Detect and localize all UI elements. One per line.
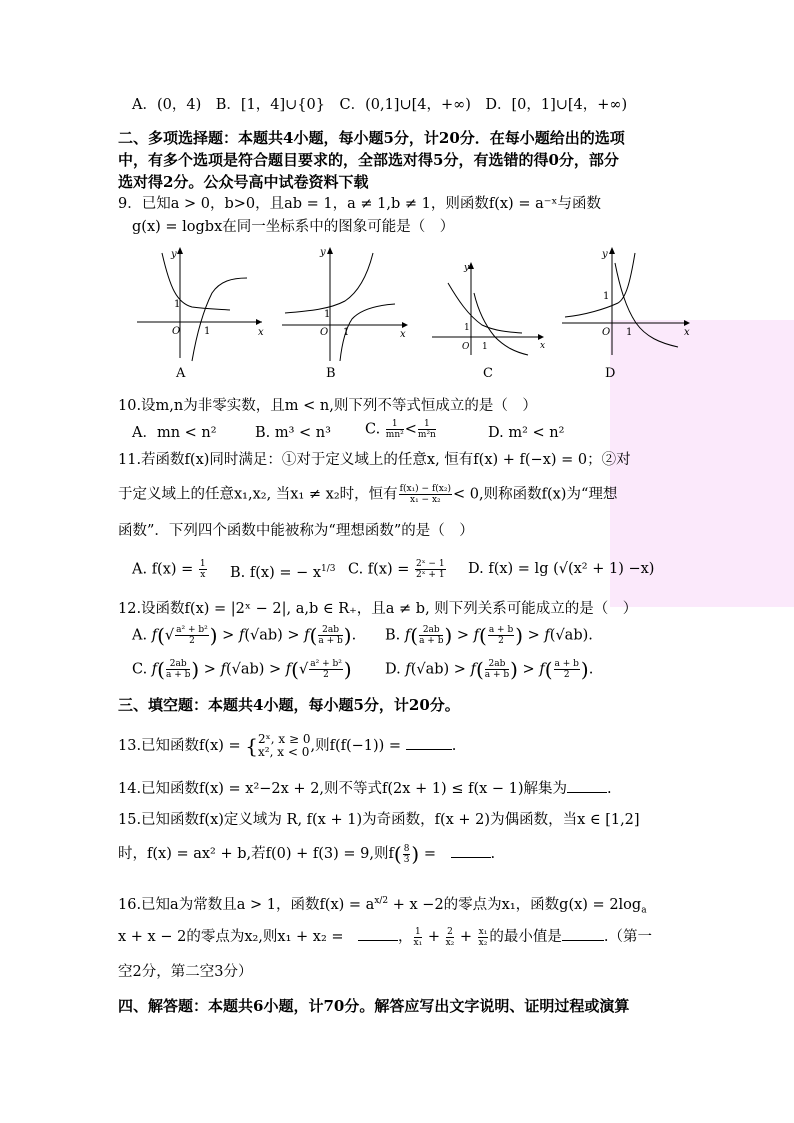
svg-text:1: 1 <box>174 299 181 310</box>
q11-line2: 于定义域上的任意x₁,x₂, 当x₁ ≠ x₂时，恒有 $\frac{\text{f(x₁) − f(x₂)}}{\text{x₁ − x₂}}$ < 0,则称函数f(x)为“理想 <box>118 484 618 505</box>
q15-line2: 时，f(x) = ax² + b,若f(0) + f(3) = 9,则f( $\frac{8}{3}$ ) = . <box>118 842 496 866</box>
section2-line3: 选对得2分。公众号高中试卷资料下载 <box>118 173 369 191</box>
svg-text:1: 1 <box>204 326 211 337</box>
section4-heading: 四、解答题：本题共6小题，计70分。解答应写出文字说明、证明过程或演算 <box>118 997 630 1015</box>
svg-text:1: 1 <box>324 309 331 320</box>
graph-c <box>430 255 550 360</box>
graph-a <box>132 243 267 363</box>
q11-opt-a: A. f(x) = $\frac{1}{x}$ <box>132 559 206 580</box>
q9-line2: g(x) = logbx在同一坐标系中的图象可能是（ ） <box>132 219 455 235</box>
q12-stem: 12.设函数f(x) = |2ˣ − 2|, a,b ∈ R₊，且a ≠ b, 则下列关系可能成立的是（ ） <box>118 601 638 617</box>
svg-text:1: 1 <box>603 291 610 302</box>
svg-text:y: y <box>602 249 608 260</box>
q16-line1: 16.已知a为常数且a > 1，函数$f(x) = a^{x/2} + x -2$的零点为x₁，函数$g(x) = 2\log_a$ <box>118 896 647 916</box>
svg-text:y: y <box>464 263 470 273</box>
graph-d-label: D <box>605 366 616 381</box>
svg-text:x: x <box>258 327 264 338</box>
svg-text:y: y <box>171 249 177 260</box>
svg-text:x: x <box>540 341 546 351</box>
q12-opt-c: C. f( $\frac{2ab}{a + b}$ ) > f(√ab) > f(√ $\frac{\text{a² + b²}}{2}$ ) <box>132 657 352 682</box>
graph-c-label: C <box>483 366 493 381</box>
svg-text:O: O <box>172 326 181 337</box>
q13: 13.已知函数f(x) = { 2ˣ, x ≥ 0 x², x < 0 ,则f(f(−1)) = . <box>118 732 457 759</box>
q10-opt-d: D. m² < n² <box>488 425 565 441</box>
q11-line3: 函数”．下列四个函数中能被称为“理想函数”的是（ ） <box>118 523 474 539</box>
section2-line1: 二、多项选择题：本题共4小题，每小题5分，计20分．在每小题给出的选项 <box>118 129 625 147</box>
svg-text:1: 1 <box>626 327 633 338</box>
svg-text:y: y <box>320 247 326 258</box>
q16-line3: 空2分，第二空3分） <box>118 964 253 980</box>
svg-text:O: O <box>320 327 329 338</box>
graph-d <box>560 243 695 361</box>
section3-heading: 三、填空题：本题共4小题，每小题5分，计20分。 <box>118 696 460 714</box>
svg-text:1: 1 <box>482 342 488 352</box>
q16-line2: x + x − 2的零点为x₂,则x₁ + x₂ = ， $\frac{1}{\text{x₁}}$ + $\frac{2}{\text{x₂}}$ + $\frac{\text{x₁}}{\text{x₂}}$ 的最小值是 .（第一 <box>118 926 652 948</box>
q12-opt-a: A. f(√ $\frac{\text{a² + b²}}{2}$ ) > f(√ab) > f( $\frac{2ab}{a + b}$ ). <box>132 623 357 648</box>
q12-opt-d: D. f(√ab) > f( $\frac{2ab}{a + b}$ ) > f( $\frac{a + b}{2}$ ). <box>385 657 594 682</box>
svg-text:x: x <box>400 329 406 340</box>
q10-stem: 10.设m,n为非零实数，且m < n,则下列不等式恒成立的是（ ） <box>118 398 537 414</box>
q11-opt-c: C. f(x) = $\frac{\text{2ˣ − 1}}{\text{2ˣ + 1}}$ <box>348 559 445 580</box>
q14: 14.已知函数f(x) = x²−2x + 2,则不等式f(2x + 1) ≤ f(x − 1)解集为 . <box>118 778 612 799</box>
q8-options: A．(0，4) B．[1，4]∪{0} C．(0,1]∪[4，+∞) D．[0，1]∪[4，+∞) <box>132 97 628 113</box>
svg-text:1: 1 <box>343 327 350 338</box>
q12-opt-b: B. f( $\frac{2ab}{a + b}$ ) > f( $\frac{a + b}{2}$ ) > f(√ab). <box>385 623 593 648</box>
q10-opt-c: C. $\frac{1}{\text{mn²}}$ < $\frac{1}{\text{m²n}}$ <box>365 419 436 440</box>
graph-b-label: B <box>326 366 336 381</box>
svg-text:O: O <box>602 327 611 338</box>
q11-opt-d: D. f(x) = lg (√(x² + 1) −x) <box>468 561 655 577</box>
q11-opt-b: B. f(x) = − $x^{1/3}$ <box>230 564 336 581</box>
q11-line1: 11.若函数f(x)同时满足：①对于定义域上的任意x, 恒有f(x) + f(−x) = 0；②对 <box>118 452 631 468</box>
section2-line2: 中，有多个选项是符合题目要求的，全部选对得5分，有选错的得0分，部分 <box>118 151 619 169</box>
q15-line1: 15.已知函数f(x)定义域为 R, f(x + 1)为奇函数，f(x + 2)为偶函数，当x ∈ [1,2] <box>118 812 640 828</box>
q10-opt-b: B. m³ < n³ <box>255 425 331 441</box>
svg-text:O: O <box>462 342 470 352</box>
graph-b <box>280 243 410 363</box>
svg-text:x: x <box>684 327 690 338</box>
q10-opt-a: A．mn < n² <box>132 425 217 441</box>
svg-text:1: 1 <box>464 323 470 333</box>
q9-line1: 9．已知a > 0，b>0，且ab = 1，a ≠ 1,b ≠ 1，则函数f(x) = a⁻ˣ与函数 <box>118 196 602 212</box>
graph-a-label: A <box>176 366 186 381</box>
